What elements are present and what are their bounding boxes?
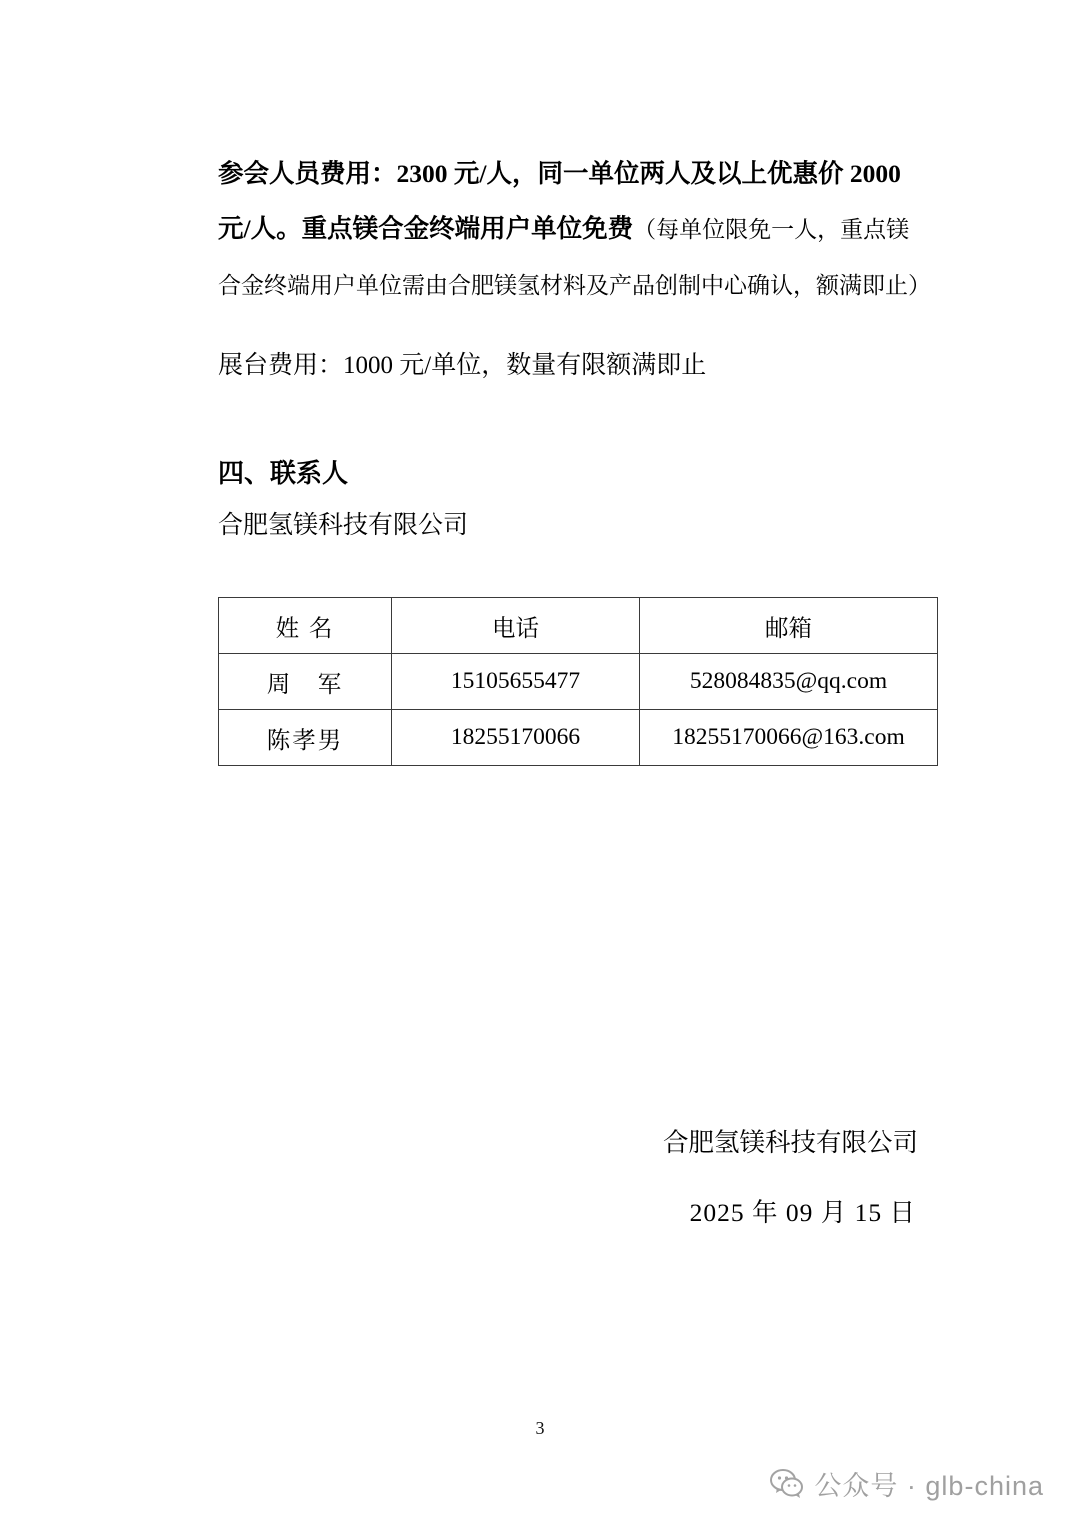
organizer-name: 合肥氢镁科技有限公司	[218, 512, 469, 539]
contact-phone: 18255170066	[392, 710, 640, 766]
table-row	[219, 654, 938, 710]
contacts-table	[218, 597, 938, 766]
wechat-icon	[770, 1467, 804, 1501]
contact-phone: 15105655477	[392, 654, 640, 710]
signature-block	[218, 1120, 928, 1236]
contact-email: 528084835@qq.com	[640, 654, 938, 710]
contact-email: 18255170066@163.com	[640, 710, 938, 766]
table-row	[219, 710, 938, 766]
watermark-text: 公众号 · glb-china	[814, 1471, 1044, 1501]
document-body	[218, 120, 931, 1227]
table-header-row	[219, 598, 938, 654]
signature-company: 合肥氢镁科技有限公司	[662, 1128, 918, 1157]
booth-fee-paragraph: 展台费用：1000 元/单位，数量有限额满即止	[218, 352, 707, 379]
page-number: 3	[535, 1418, 545, 1438]
fee-paragraph	[218, 146, 931, 313]
column-header-name: 姓 名	[219, 598, 392, 654]
contact-name: 陈孝男	[219, 710, 392, 766]
contact-name: 周 军	[219, 654, 392, 710]
fee-paragraph-main: 参会人员费用：2300 元/人，同一单位两人及以上优惠价 2000 元/人。重点镁合金终端用户单位免费	[218, 158, 901, 243]
column-header-phone: 电话	[392, 598, 640, 654]
fee-paragraph-note: （每单位限免一人，重点镁合金终端用户单位需由合肥镁氢材料及产品创制中心确认，额满即止）	[218, 216, 931, 298]
column-header-email: 邮箱	[640, 598, 938, 654]
watermark	[770, 1464, 1044, 1503]
section-title-contacts: 四、联系人	[218, 459, 349, 488]
signature-date: 2025 年 09 月 15 日	[689, 1198, 916, 1227]
